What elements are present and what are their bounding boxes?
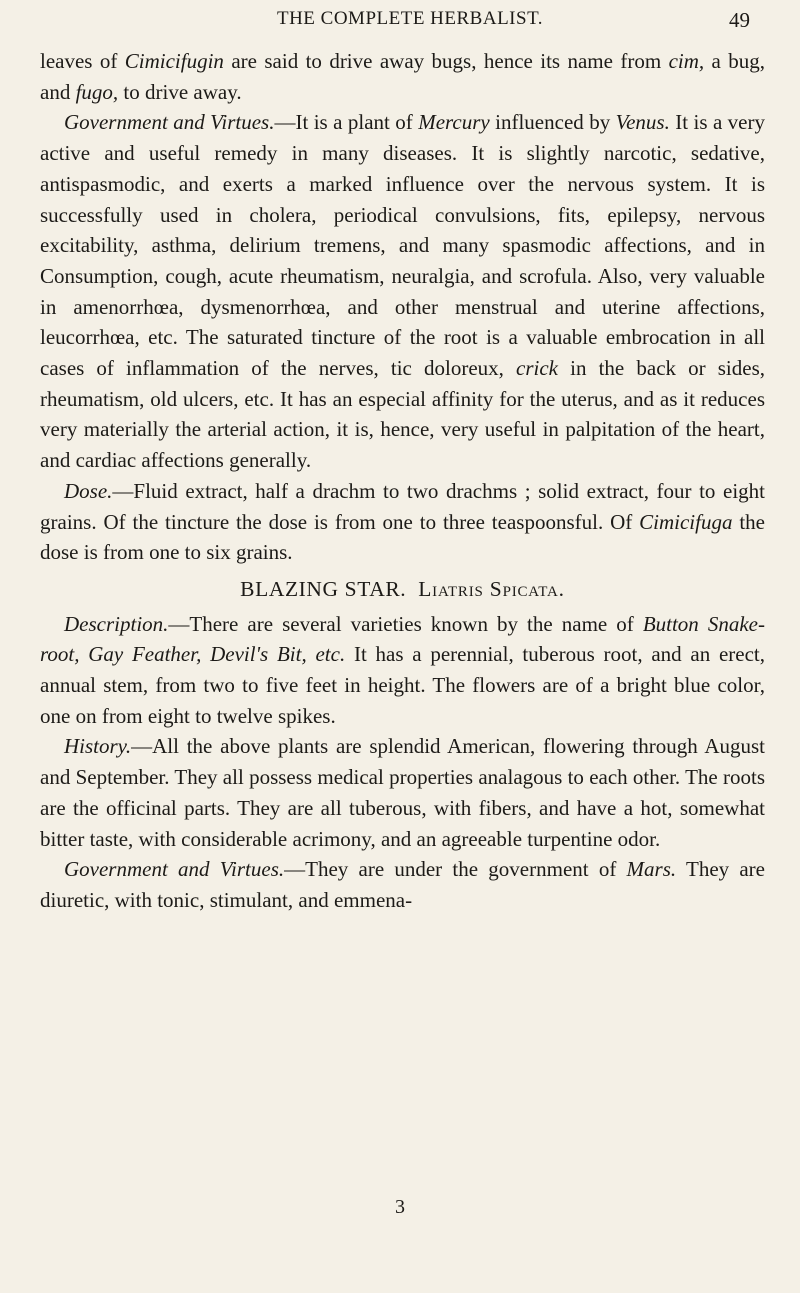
text-run: It is a very active and useful remedy in many diseases. It is slightly narcotic, sedative, antispasmodic, and exerts a marked influence over the nervous system. It is successfully used in cholera, periodical convulsions, fits, epilepsy, nervous excitability, asthma, delirium tremens, and many spasmodic affections, and in Consumption, cough, acute rheumatism, neuralgia, and scrofula. Also, very valuable in amenorrhœa, dysmenorrhœa, and other menstrual and uterine affections, leucorrhœa, etc. The saturated tincture of the root is a valuable embrocation in all cases of inflammation of the nerves, tic doloreux, [40,110,765,381]
section-label: Dose. [64,478,113,503]
paragraph-cimicifugin-name [40,46,765,107]
heading-latin-name: Liatris Spicata. [418,576,565,601]
italic-term: Venus. [615,110,670,135]
text-run: the dose is from one to six grains. [40,509,766,565]
page-body [40,46,765,916]
paragraph-dose [40,476,765,568]
section-heading [40,574,765,605]
running-head: THE COMPLETE HERBALIST. [276,8,544,29]
text-run: a bug, and [40,49,766,104]
text-run: leaves of [40,49,125,73]
page-header [60,8,760,42]
section-label: History. [64,734,132,759]
italic-term: Button Snake-root, Gay Feather, Devil's Bit, etc. [40,611,765,667]
paragraph-government-virtues [40,107,765,475]
text-run: —They are under the government of [284,857,627,882]
text-run: —All the above plants are splendid American, flowering through August and September. They all possess medical properties analagous to each other. The roots are the officinal parts. They are all tuberous, with fibers, and have a hot, somewhat bitter taste, with considerable acrimony, and an agreeable turpentine odor. [40,734,765,851]
page-number: 49 [729,8,750,32]
section-label: Government and Virtues. [64,857,285,882]
section-label: Description. [64,611,169,636]
text-run: to drive away. [118,79,242,104]
text-run: —Fluid extract, half a drachm to two drachms ; solid extract, four to eight grains. Of the tincture the dose is from one to three teaspoonsful. Of [40,478,765,534]
signature-mark: 3 [395,1196,405,1218]
italic-term: Mercury [418,110,490,135]
paragraph-history [40,731,765,854]
text-run: are said to drive away bugs, hence its name from [223,49,669,73]
paragraph-description [40,609,765,732]
italic-term: crick [516,356,559,381]
paragraph-government-virtues-2 [40,854,765,915]
text-run: It has a perennial, tuberous root, and an erect, annual stem, from two to five feet in height. The flowers are of a bright blue color, one on from eight to twelve spikes. [40,642,765,728]
heading-name: BLAZING STAR. [240,576,407,601]
section-label: Government and Virtues. [64,110,275,135]
text-run: They are diuretic, with tonic, stimulant, and emmena- [40,857,766,912]
italic-term: Cimicifugin [124,49,224,73]
text-run: influenced by [489,110,616,135]
italic-term: cim, [668,49,705,73]
italic-term: Cimicifuga [639,509,733,534]
text-run: —It is a plant of [274,110,419,135]
text-run: —There are several varieties known by the name of [168,611,643,636]
italic-term: Mars. [626,857,677,882]
text-run: in the back or sides, rheumatism, old ulcers, etc. It has an especial affinity for the uterus, and as it reduces very materially the arterial action, it is, hence, very useful in palpitation of the heart, and cardiac affections generally. [40,356,766,473]
italic-term: fugo, [75,79,119,104]
